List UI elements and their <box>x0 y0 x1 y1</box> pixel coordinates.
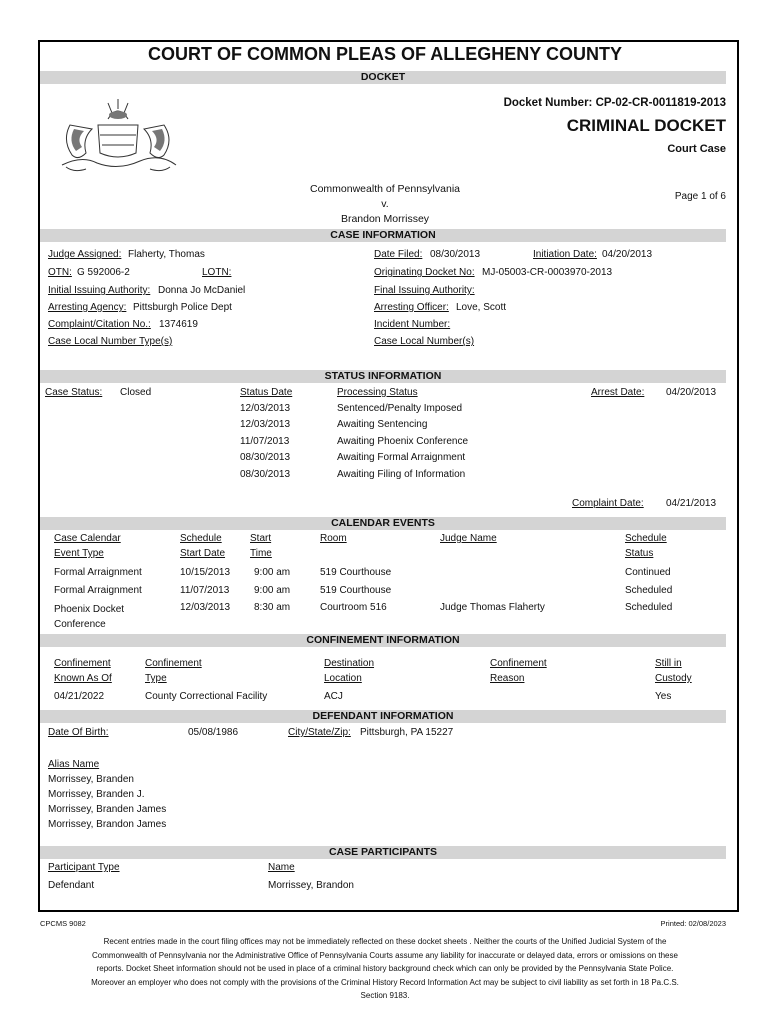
alias-name-header: Alias Name <box>48 759 100 770</box>
caption-v: v. <box>381 198 389 210</box>
status-date-row: 08/30/2013 <box>240 469 291 480</box>
complaint-no-label: Complaint/Citation No.: <box>48 319 151 330</box>
calendar-room: Courtroom 516 <box>320 602 387 613</box>
participant-name-value: Morrissey, Brandon <box>268 880 354 891</box>
initial-authority-label: Initial Issuing Authority: <box>48 285 151 296</box>
confinement-known-header: Confinement <box>54 658 111 669</box>
arrest-date-value: 04/20/2013 <box>666 387 717 398</box>
court-title: COURT OF COMMON PLEAS OF ALLEGHENY COUNTY <box>147 44 622 64</box>
docket-section-bar: DOCKET <box>40 71 726 84</box>
disclaimer-text: Recent entries made in the court filing offices may not be immediately reflected on these docket sheets . Neither the courts of the Unified Judicial System of the Commonwealth of Pennsylvania nor the Administrative Office of Pennsylvania Courts assume any liability for inaccurate or delayed data, errors or omissions on these reports. Docket Sheet information should not be used in place of a criminal history background check which can only be provided by the Pennsylvania State Police. Moreover an employer who does not comply with the provisions of the Criminal History Record Information Act may be subject to civil liability as set forth in 18 Pa.C.S. Section 9183. <box>91 937 679 1000</box>
complaint-date-value: 04/21/2013 <box>666 498 717 509</box>
date-filed-value: 08/30/2013 <box>430 249 481 260</box>
judge-value: Flaherty, Thomas <box>128 249 205 260</box>
participant-name-header: Name <box>268 862 295 873</box>
confinement-known-header-2: Known As Of <box>54 673 112 684</box>
caption-line-3: Brandon Morrissey <box>340 213 430 225</box>
judge-label: Judge Assigned: <box>48 249 122 260</box>
event-type-header: Case Calendar <box>54 533 121 544</box>
status-date-row: 08/30/2013 <box>240 452 291 463</box>
judge-name-header: Judge Name <box>440 533 497 544</box>
case-local-number-label: Case Local Number(s) <box>374 336 475 347</box>
status-text-row: Awaiting Phoenix Conference <box>337 436 469 447</box>
city-state-zip-value: Pittsburgh, PA 15227 <box>360 727 454 738</box>
destination-value: ACJ <box>324 691 343 702</box>
room-header: Room <box>320 533 347 544</box>
alias-item: Morrissey, Brandon James <box>48 819 167 830</box>
status-text-row: Awaiting Filing of Information <box>337 469 466 480</box>
status-text-row: Sentenced/Penalty Imposed <box>337 403 463 414</box>
alias-item: Morrissey, Branden James <box>48 804 167 815</box>
arrest-date-label: Arrest Date: <box>591 387 645 398</box>
docket-type: CRIMINAL DOCKET <box>566 116 726 135</box>
destination-header-2: Location <box>324 673 362 684</box>
defendant-information-bar: DEFENDANT INFORMATION <box>40 710 726 723</box>
originating-docket-label: Originating Docket No: <box>374 267 475 278</box>
otn-value: G 592006-2 <box>77 267 130 278</box>
calendar-status: Scheduled <box>625 602 673 613</box>
pennsylvania-seal-icon <box>52 95 184 175</box>
calendar-date: 11/07/2013 <box>180 585 230 596</box>
participant-type-header: Participant Type <box>48 862 120 873</box>
incident-number-label: Incident Number: <box>374 319 451 330</box>
event-type-header-2: Event Type <box>54 548 104 559</box>
status-text-row: Awaiting Formal Arraignment <box>337 452 466 463</box>
calendar-date: 12/03/2013 <box>180 602 231 613</box>
initiation-date-label: Initiation Date: <box>533 249 597 260</box>
originating-docket-value: MJ-05003-CR-0003970-2013 <box>482 267 613 278</box>
dob-label: Date Of Birth: <box>48 727 109 738</box>
arresting-officer-value: Love, Scott <box>456 302 507 313</box>
form-number: CPCMS 9082 <box>40 919 86 928</box>
city-state-zip-label: City/State/Zip: <box>288 727 351 738</box>
participant-type-value: Defendant <box>48 880 95 891</box>
status-date-row: 11/07/2013 <box>240 436 290 447</box>
calendar-event: Phoenix Docket <box>54 604 125 615</box>
lotn-label: LOTN: <box>202 267 232 278</box>
schedule-status-header-2: Status <box>625 548 654 559</box>
calendar-time: 8:30 am <box>254 602 291 613</box>
court-case-label: Court Case <box>667 143 726 155</box>
custody-value: Yes <box>655 691 672 702</box>
complaint-date-label: Complaint Date: <box>572 498 644 509</box>
case-status-value: Closed <box>120 387 152 398</box>
calendar-room: 519 Courthouse <box>320 585 392 596</box>
confinement-information-bar: CONFINEMENT INFORMATION <box>40 634 726 647</box>
initial-authority-value: Donna Jo McDaniel <box>158 285 246 296</box>
status-date-row: 12/03/2013 <box>240 419 291 430</box>
case-participants-bar: CASE PARTICIPANTS <box>40 846 726 859</box>
dob-value: 05/08/1986 <box>188 727 239 738</box>
custody-header: Still in <box>655 658 682 669</box>
confinement-type-value: County Correctional Facility <box>145 691 268 702</box>
otn-label: OTN: <box>48 267 72 278</box>
date-filed-label: Date Filed: <box>374 249 423 260</box>
calendar-time: 9:00 am <box>254 585 291 596</box>
calendar-event-line-2: Conference <box>54 619 106 630</box>
confinement-reason-header-2: Reason <box>490 673 525 684</box>
processing-status-header: Processing Status <box>337 387 418 398</box>
status-date-header: Status Date <box>240 387 293 398</box>
calendar-date: 10/15/2013 <box>180 567 231 578</box>
schedule-date-header-2: Start Date <box>180 548 226 559</box>
docket-number: Docket Number: CP-02-CR-0011819-2013 <box>503 97 726 109</box>
confinement-reason-header: Confinement <box>490 658 547 669</box>
status-text-row: Awaiting Sentencing <box>337 419 428 430</box>
calendar-status: Scheduled <box>625 585 673 596</box>
confinement-type-header: Confinement <box>145 658 202 669</box>
custody-header-2: Custody <box>655 673 692 684</box>
page-number: Page 1 of 6 <box>674 191 726 202</box>
calendar-event: Formal Arraignment <box>54 567 142 578</box>
schedule-status-header: Schedule <box>625 533 667 544</box>
complaint-no-value: 1374619 <box>159 319 198 330</box>
case-status-label: Case Status: <box>45 387 103 398</box>
calendar-events-bar: CALENDAR EVENTS <box>40 517 726 530</box>
calendar-time: 9:00 am <box>254 567 291 578</box>
printed-date: Printed: 02/08/2023 <box>660 919 726 928</box>
alias-item: Morrissey, Branden <box>48 774 134 785</box>
alias-item: Morrissey, Branden J. <box>48 789 145 800</box>
initiation-date-value: 04/20/2013 <box>602 249 653 260</box>
arresting-agency-value: Pittsburgh Police Dept <box>133 302 232 313</box>
calendar-judge: Judge Thomas Flaherty <box>440 602 545 613</box>
caption-line-1: Commonwealth of Pennsylvania <box>310 183 460 195</box>
schedule-date-header: Schedule <box>180 533 222 544</box>
start-time-header: Start <box>250 533 272 544</box>
confinement-known-value: 04/21/2022 <box>54 691 105 702</box>
case-local-type-label: Case Local Number Type(s) <box>48 336 173 347</box>
case-information-bar: CASE INFORMATION <box>40 229 726 242</box>
start-time-header-2: Time <box>250 548 272 559</box>
destination-header: Destination <box>324 658 375 669</box>
calendar-room: 519 Courthouse <box>320 567 392 578</box>
status-date-row: 12/03/2013 <box>240 403 291 414</box>
calendar-status: Continued <box>625 567 671 578</box>
arresting-agency-label: Arresting Agency: <box>48 302 127 313</box>
calendar-event: Formal Arraignment <box>54 585 142 596</box>
status-information-bar: STATUS INFORMATION <box>40 370 726 383</box>
arresting-officer-label: Arresting Officer: <box>374 302 449 313</box>
final-authority-label: Final Issuing Authority: <box>374 285 475 296</box>
confinement-type-header-2: Type <box>145 673 167 684</box>
